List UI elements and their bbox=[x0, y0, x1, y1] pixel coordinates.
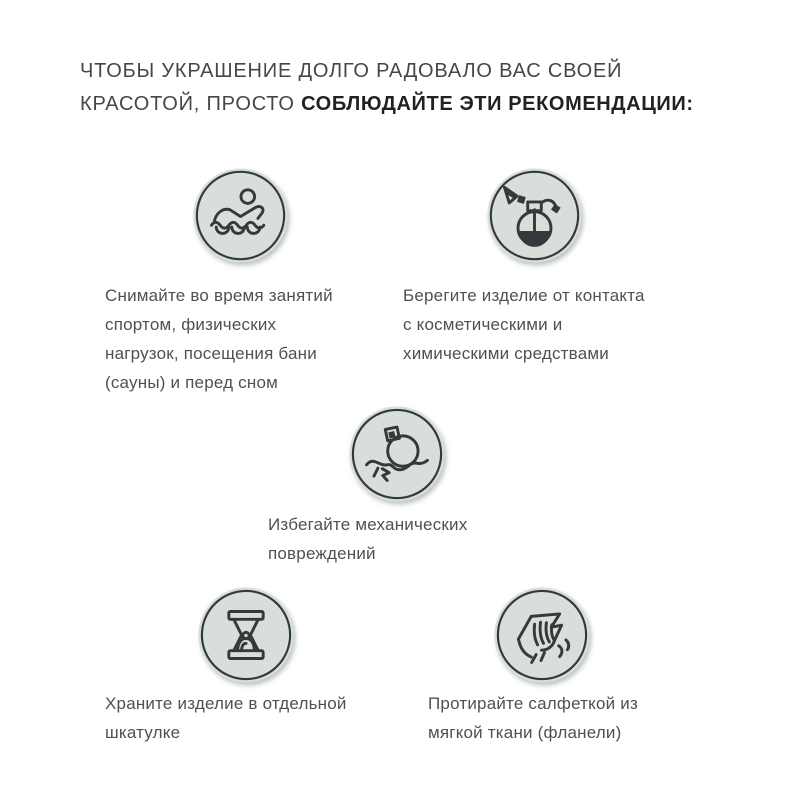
caption-line: Берегите изделие от контакта bbox=[403, 286, 645, 305]
caption-line: мягкой ткани (фланели) bbox=[428, 723, 622, 742]
caption-remove-during-sport bbox=[105, 281, 415, 397]
caption-wipe-with-cloth bbox=[428, 689, 728, 747]
caption-line: с косметическими и bbox=[403, 315, 563, 334]
damaged-ring-icon bbox=[348, 405, 446, 503]
heading-line-1: ЧТОБЫ УКРАШЕНИЕ ДОЛГО РАДОВАЛО ВАС СВОЕЙ bbox=[80, 60, 623, 82]
swimmer-icon bbox=[192, 167, 289, 264]
page-title bbox=[80, 55, 770, 121]
caption-avoid-cosmetics bbox=[403, 281, 723, 368]
jewelry-box-icon bbox=[197, 586, 295, 684]
caption-line: Избегайте механических bbox=[268, 515, 468, 534]
heading-line-2-bold: СОБЛЮДАЙТЕ ЭТИ РЕКОМЕНДАЦИИ: bbox=[301, 93, 694, 115]
caption-line: шкатулке bbox=[105, 723, 181, 742]
caption-line: Храните изделие в отдельной bbox=[105, 694, 347, 713]
perfume-atomizer-icon bbox=[486, 167, 583, 264]
wiping-hand-icon bbox=[493, 586, 591, 684]
caption-line: Протирайте салфеткой из bbox=[428, 694, 638, 713]
caption-line: Снимайте во время занятий bbox=[105, 286, 333, 305]
caption-line: нагрузок, посещения бани bbox=[105, 344, 317, 363]
caption-line: спортом, физических bbox=[105, 315, 277, 334]
heading-line-2 bbox=[80, 88, 770, 121]
heading-line-2-regular: КРАСОТОЙ, ПРОСТО bbox=[80, 93, 302, 115]
caption-line: химическими средствами bbox=[403, 344, 609, 363]
caption-store-separately bbox=[105, 689, 415, 747]
caption-line: повреждений bbox=[268, 544, 376, 563]
caption-line: (сауны) и перед сном bbox=[105, 373, 279, 392]
caption-avoid-mechanical-damage bbox=[268, 510, 568, 568]
